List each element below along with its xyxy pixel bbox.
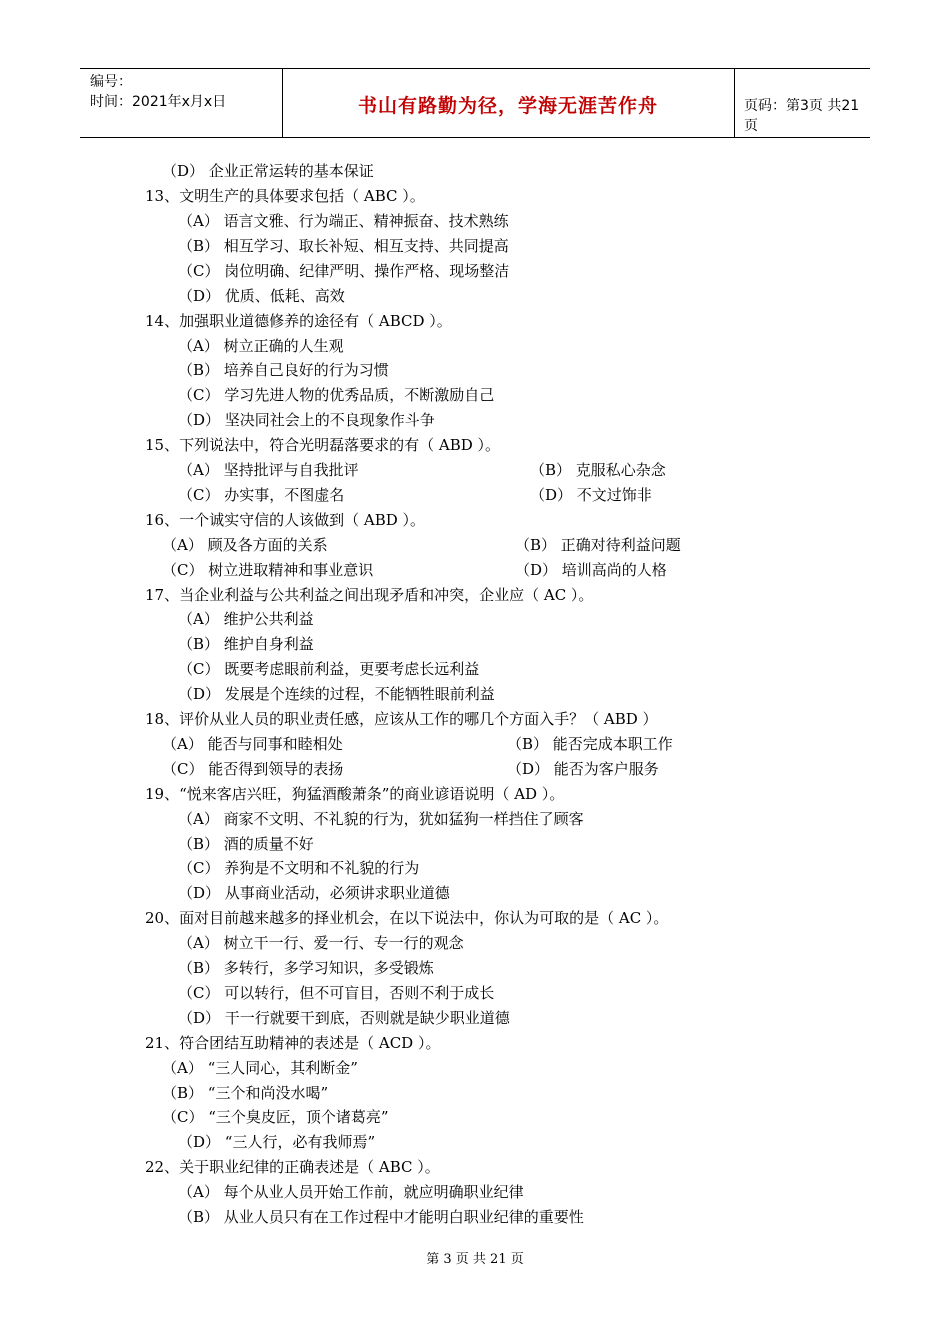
option-line: （A） 每个从业人员开始工作前，就应明确职业纪律 [178,1183,524,1201]
option-line: （B） 克服私心杂念 [530,461,666,479]
document-header [80,68,870,138]
option-line: （B） “三个和尚没水喝” [162,1084,329,1102]
option-line: （D） 坚决同社会上的不良现象作斗争 [178,411,435,429]
question-line: 22、关于职业纪律的正确表述是（ ABC ）。 [145,1158,440,1176]
question-line: 19、“悦来客店兴旺，狗猛酒酸萧条”的商业谚语说明（ AD ）。 [145,785,565,803]
option-line: （C） 既要考虑眼前利益，更要考虑长远利益 [178,660,480,678]
number-label: 编号： [90,74,132,90]
option-line: （C） 可以转行，但不可盲目，否则不利于成长 [178,984,495,1002]
question-line: 14、加强职业道德修养的途径有（ ABCD ）。 [145,312,452,330]
option-line: （A） 商家不文明、不礼貌的行为，犹如猛狗一样挡住了顾客 [178,810,584,828]
page-footer: 第 3 页 共 21 页 [426,1252,524,1267]
question-line: 13、文明生产的具体要求包括（ ABC ）。 [145,187,425,205]
option-line: （D） 发展是个连续的过程，不能牺牲眼前利益 [178,685,495,703]
option-line: （A） 语言文雅、行为端正、精神振奋、技术熟练 [178,212,509,230]
question-line: 17、当企业利益与公共利益之间出现矛盾和冲突，企业应（ AC ）。 [145,586,594,604]
option-line: （D） 企业正常运转的基本保证 [162,162,374,180]
option-line: （B） 能否完成本职工作 [507,735,673,753]
option-line: （B） 酒的质量不好 [178,835,314,853]
header-info-cell [80,69,283,137]
header-page-cell [734,69,870,137]
option-line: （C） “三个臭皮匠，顶个诸葛亮” [162,1108,389,1126]
option-line: （D） “三人行，必有我师焉” [178,1133,376,1151]
option-line: （B） 培养自己良好的行为习惯 [178,361,389,379]
option-line: （A） 能否与同事和睦相处 [162,735,343,753]
header-motto-cell [282,69,735,137]
option-line: （D） 培训高尚的人格 [515,561,667,579]
option-line: （A） 树立干一行、爱一行、专一行的观念 [178,934,464,952]
option-line: （D） 从事商业活动，必须讲求职业道德 [178,884,450,902]
option-line: （A） 顾及各方面的关系 [162,536,328,554]
option-line: （C） 树立进取精神和事业意识 [162,561,374,579]
question-line: 15、下列说法中，符合光明磊落要求的有（ ABD ）。 [145,436,501,454]
option-line: （D） 干一行就要干到底，否则就是缺少职业道德 [178,1009,510,1027]
question-line: 18、评价从业人员的职业责任感，应该从工作的哪几个方面入手？（ ABD ） [145,710,658,728]
question-line: 20、面对目前越来越多的择业机会，在以下说法中，你认为可取的是（ AC ）。 [145,909,669,927]
option-line: （A） 坚持批评与自我批评 [178,461,359,479]
option-line: （C） 学习先进人物的优秀品质，不断激励自己 [178,386,495,404]
option-line: （D） 不文过饰非 [530,486,652,504]
option-line: （B） 从业人员只有在工作过程中才能明白职业纪律的重要性 [178,1208,584,1226]
option-line: （A） 维护公共利益 [178,610,314,628]
option-line: （B） 相互学习、取长补短、相互支持、共同提高 [178,237,509,255]
motto-text: 书山有路勤为径，学海无涯苦作舟 [357,95,658,117]
option-line: （A） 树立正确的人生观 [178,337,344,355]
option-line: （B） 多转行，多学习知识，多受锻炼 [178,959,434,977]
option-line: （C） 能否得到领导的表扬 [162,760,344,778]
option-line: （D） 优质、低耗、高效 [178,287,345,305]
question-line: 16、一个诚实守信的人该做到（ ABD ）。 [145,511,426,529]
option-line: （C） 岗位明确、纪律严明、操作严格、现场整洁 [178,262,510,280]
option-line: （B） 正确对待利益问题 [515,536,681,554]
page-code: 页码：第3页 共21页 [744,98,860,134]
option-line: （C） 养狗是不文明和不礼貌的行为 [178,859,420,877]
option-line: （B） 维护自身利益 [178,635,314,653]
option-line: （C） 办实事，不图虚名 [178,486,345,504]
question-line: 21、符合团结互助精神的表述是（ ACD ）。 [145,1034,441,1052]
option-line: （A） “三人同心，其利断金” [162,1059,358,1077]
option-line: （D） 能否为客户服务 [507,760,659,778]
date-label: 时间：2021年x月x日 [90,94,227,110]
